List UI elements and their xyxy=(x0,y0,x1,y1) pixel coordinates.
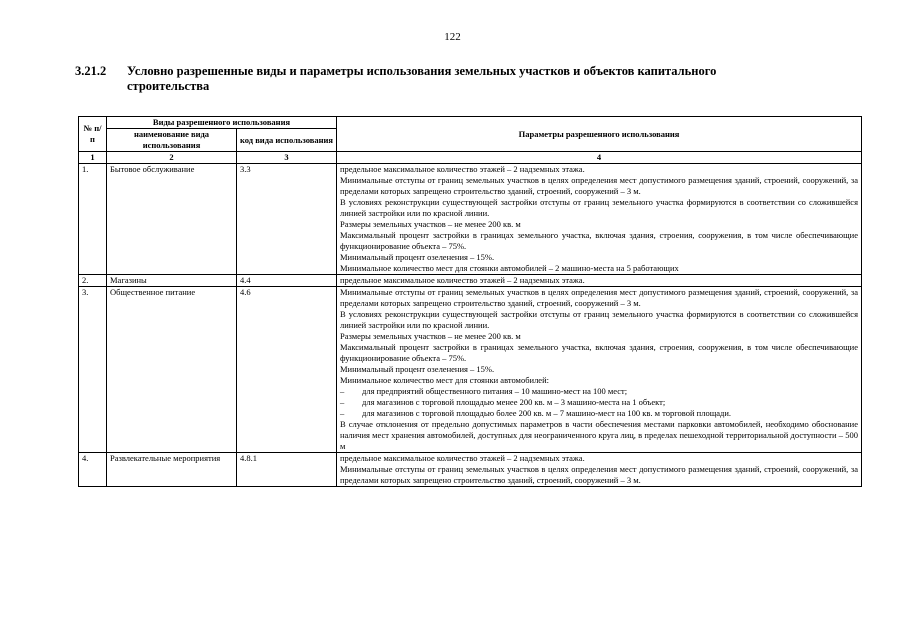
table-row xyxy=(79,164,862,275)
header-params: Параметры разрешенного использования xyxy=(337,117,862,152)
row-code: 3.3 xyxy=(237,164,337,275)
table-body xyxy=(79,164,862,487)
param-dash-item xyxy=(340,408,858,419)
row-name: Общественное питание xyxy=(107,287,237,453)
row-number: 3. xyxy=(79,287,107,453)
page-number: 122 xyxy=(444,31,461,43)
row-params xyxy=(337,453,862,487)
param-line: предельное максимальное количество этажей – 2 надземных этажа. xyxy=(340,453,585,463)
table-row xyxy=(79,287,862,453)
param-line: Минимальный процент озеленения – 15%. xyxy=(340,364,495,374)
header-num: № п/п xyxy=(79,117,107,152)
param-line: Размеры земельных участков – не менее 200 кв. м xyxy=(340,331,521,341)
param-line: Максимальный процент застройки в границах земельного участка, включая здания, строения, сооружения, в том числе обеспечивающие функционирование объекта – 75%. xyxy=(340,230,858,251)
section-title-line2: строительства xyxy=(127,79,210,93)
dash-text: для магазинов с торговой площадью менее 200 кв. м – 3 машино-места на 1 объект; xyxy=(362,397,666,407)
param-dash-item xyxy=(340,397,858,408)
row-code: 4.8.1 xyxy=(237,453,337,487)
dash-marker: – xyxy=(340,408,345,418)
param-line: Минимальные отступы от границ земельных участков в целях определения мест допустимого размещения зданий, строений, сооружений, за пределами которых запрещено строительство зданий, строений, сооружений – 3 м. xyxy=(340,175,858,196)
dash-text: для магазинов с торговой площадью более 200 кв. м – 7 машино-мест на 100 кв. м торговой площади. xyxy=(362,408,732,418)
index-cell: 2 xyxy=(107,152,237,164)
param-line: Минимальное количество мест для стоянки автомобилей: xyxy=(340,375,549,385)
row-params xyxy=(337,275,862,287)
param-line: Максимальный процент застройки в границах земельного участка, включая здания, строения, сооружения, в том числе обеспечивающие функционирование объекта – 75%. xyxy=(340,342,858,363)
param-dash-item xyxy=(340,386,858,397)
param-line: В условиях реконструкции существующей застройки отступы от границ земельного участка формируются в соответствии со сложившейся линией застройки или по красной линии. xyxy=(340,197,858,218)
param-line: предельное максимальное количество этажей – 2 надземных этажа. xyxy=(340,275,585,285)
index-cell: 3 xyxy=(237,152,337,164)
section-title-line1: Условно разрешенные виды и параметры использования земельных участков и объектов капитального xyxy=(127,64,717,78)
section-number: 3.21.2 xyxy=(75,64,107,78)
header-group: Виды разрешенного использования xyxy=(107,117,337,129)
param-line: Размеры земельных участков – не менее 200 кв. м xyxy=(340,219,521,229)
row-code: 4.4 xyxy=(237,275,337,287)
param-line: Минимальные отступы от границ земельных участков в целях определения мест допустимого размещения зданий, строений, сооружений, за пределами которых запрещено строительство зданий, строений, сооружений – 3 м. xyxy=(340,464,858,485)
param-line: Минимальный процент озеленения – 15%. xyxy=(340,252,495,262)
param-line: В случае отклонения от предельно допустимых параметров в части обеспечения местами парковки автомобилей, необходимо обоснование наличия мест хранения автомобилей, доступных для неограниченного круга лиц, в пределах пешеходной территориальной доступности – 500 м xyxy=(340,419,858,451)
param-line: Минимальные отступы от границ земельных участков в целях определения мест допустимого размещения зданий, строений, сооружений, за пределами которых запрещено строительство зданий, строений, сооружений – 3 м. xyxy=(340,287,858,308)
param-line: предельное максимальное количество этажей – 2 надземных этажа. xyxy=(340,164,585,174)
row-number: 1. xyxy=(79,164,107,275)
row-code: 4.6 xyxy=(237,287,337,453)
row-name: Бытовое обслуживание xyxy=(107,164,237,275)
param-line: В условиях реконструкции существующей застройки отступы от границ земельного участка формируются в соответствии со сложившейся линией застройки или по красной линии. xyxy=(340,309,858,330)
row-name: Магазины xyxy=(107,275,237,287)
row-params xyxy=(337,164,862,275)
section-title xyxy=(75,64,865,94)
row-params xyxy=(337,287,862,453)
regulations-table xyxy=(78,116,862,487)
header-name: наименование вида использования xyxy=(107,129,237,152)
row-name: Развлекательные мероприятия xyxy=(107,453,237,487)
row-number: 2. xyxy=(79,275,107,287)
dash-marker: – xyxy=(340,386,345,396)
index-cell: 1 xyxy=(79,152,107,164)
index-cell: 4 xyxy=(337,152,862,164)
row-number: 4. xyxy=(79,453,107,487)
header-code: код вида использования xyxy=(237,129,337,152)
param-line: Минимальное количество мест для стоянки автомобилей – 2 машино-места на 5 работающих xyxy=(340,263,679,273)
dash-text: для предприятий общественного питания – 10 машино-мест на 100 мест; xyxy=(362,386,628,396)
table-row xyxy=(79,453,862,487)
table-row xyxy=(79,275,862,287)
dash-marker: – xyxy=(340,397,345,407)
